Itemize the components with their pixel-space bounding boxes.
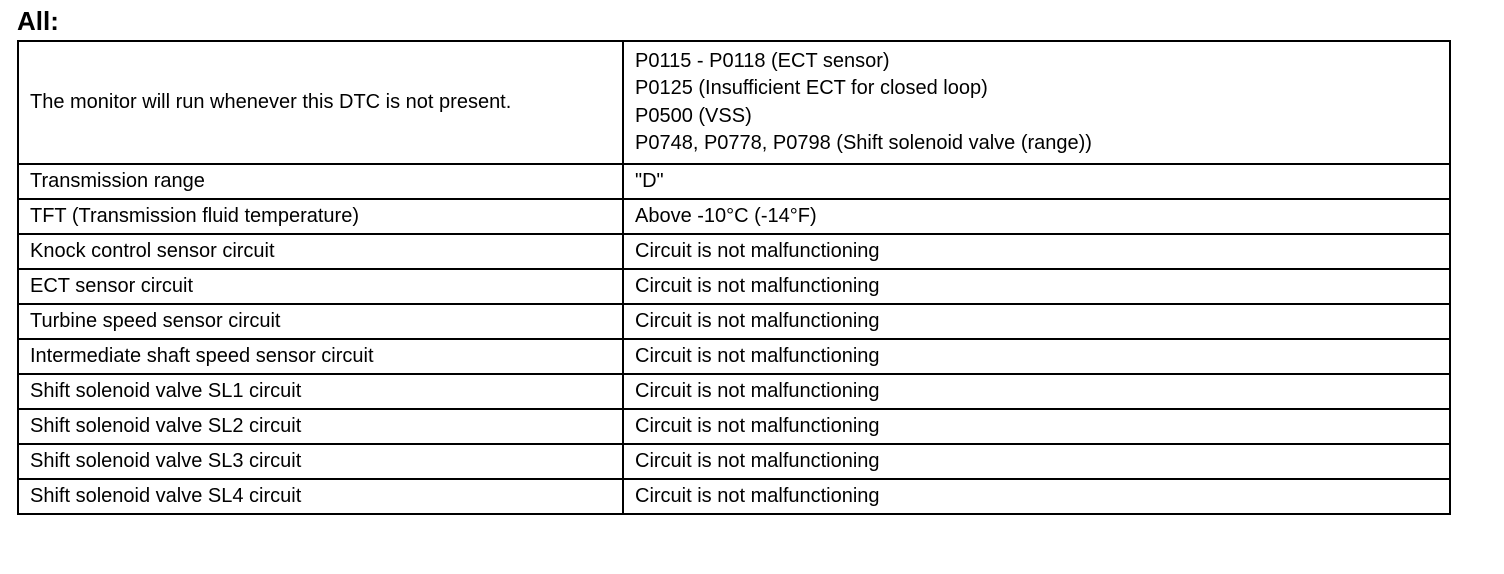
value-cell: Above -10°C (-14°F) bbox=[623, 199, 1450, 234]
table-row bbox=[18, 339, 1450, 374]
value-cell: Circuit is not malfunctioning bbox=[623, 304, 1450, 339]
table-row bbox=[18, 479, 1450, 514]
value-cell: Circuit is not malfunctioning bbox=[623, 444, 1450, 479]
table-row bbox=[18, 41, 1450, 164]
table-row bbox=[18, 374, 1450, 409]
section-heading: All: bbox=[17, 6, 59, 36]
dtc-line: P0500 (VSS) bbox=[635, 104, 752, 127]
value-cell: "D" bbox=[623, 164, 1450, 199]
dtc-line: P0115 - P0118 (ECT sensor) bbox=[635, 49, 890, 72]
condition-cell: Transmission range bbox=[18, 164, 623, 199]
value-cell: Circuit is not malfunctioning bbox=[623, 374, 1450, 409]
table-row bbox=[18, 269, 1450, 304]
condition-cell: Knock control sensor circuit bbox=[18, 234, 623, 269]
table-row bbox=[18, 199, 1450, 234]
dtc-line: P0748, P0778, P0798 (Shift solenoid valve (range)) bbox=[635, 132, 1092, 154]
condition-cell: Shift solenoid valve SL4 circuit bbox=[18, 479, 623, 514]
monitor-conditions-table bbox=[17, 40, 1451, 515]
table-row bbox=[18, 444, 1450, 479]
condition-cell: Shift solenoid valve SL3 circuit bbox=[18, 444, 623, 479]
condition-cell: Shift solenoid valve SL1 circuit bbox=[18, 374, 623, 409]
condition-cell: The monitor will run whenever this DTC is not present. bbox=[18, 41, 623, 164]
value-cell: Circuit is not malfunctioning bbox=[623, 269, 1450, 304]
dtc-line: P0125 (Insufficient ECT for closed loop) bbox=[635, 77, 988, 99]
value-cell bbox=[623, 41, 1450, 164]
condition-cell: ECT sensor circuit bbox=[18, 269, 623, 304]
value-cell: Circuit is not malfunctioning bbox=[623, 234, 1450, 269]
table-row bbox=[18, 234, 1450, 269]
table-row bbox=[18, 304, 1450, 339]
condition-cell: TFT (Transmission fluid temperature) bbox=[18, 199, 623, 234]
value-cell: Circuit is not malfunctioning bbox=[623, 409, 1450, 444]
condition-cell: Shift solenoid valve SL2 circuit bbox=[18, 409, 623, 444]
condition-cell: Turbine speed sensor circuit bbox=[18, 304, 623, 339]
condition-cell: Intermediate shaft speed sensor circuit bbox=[18, 339, 623, 374]
table-row bbox=[18, 409, 1450, 444]
value-cell: Circuit is not malfunctioning bbox=[623, 479, 1450, 514]
value-cell: Circuit is not malfunctioning bbox=[623, 339, 1450, 374]
table-row bbox=[18, 164, 1450, 199]
